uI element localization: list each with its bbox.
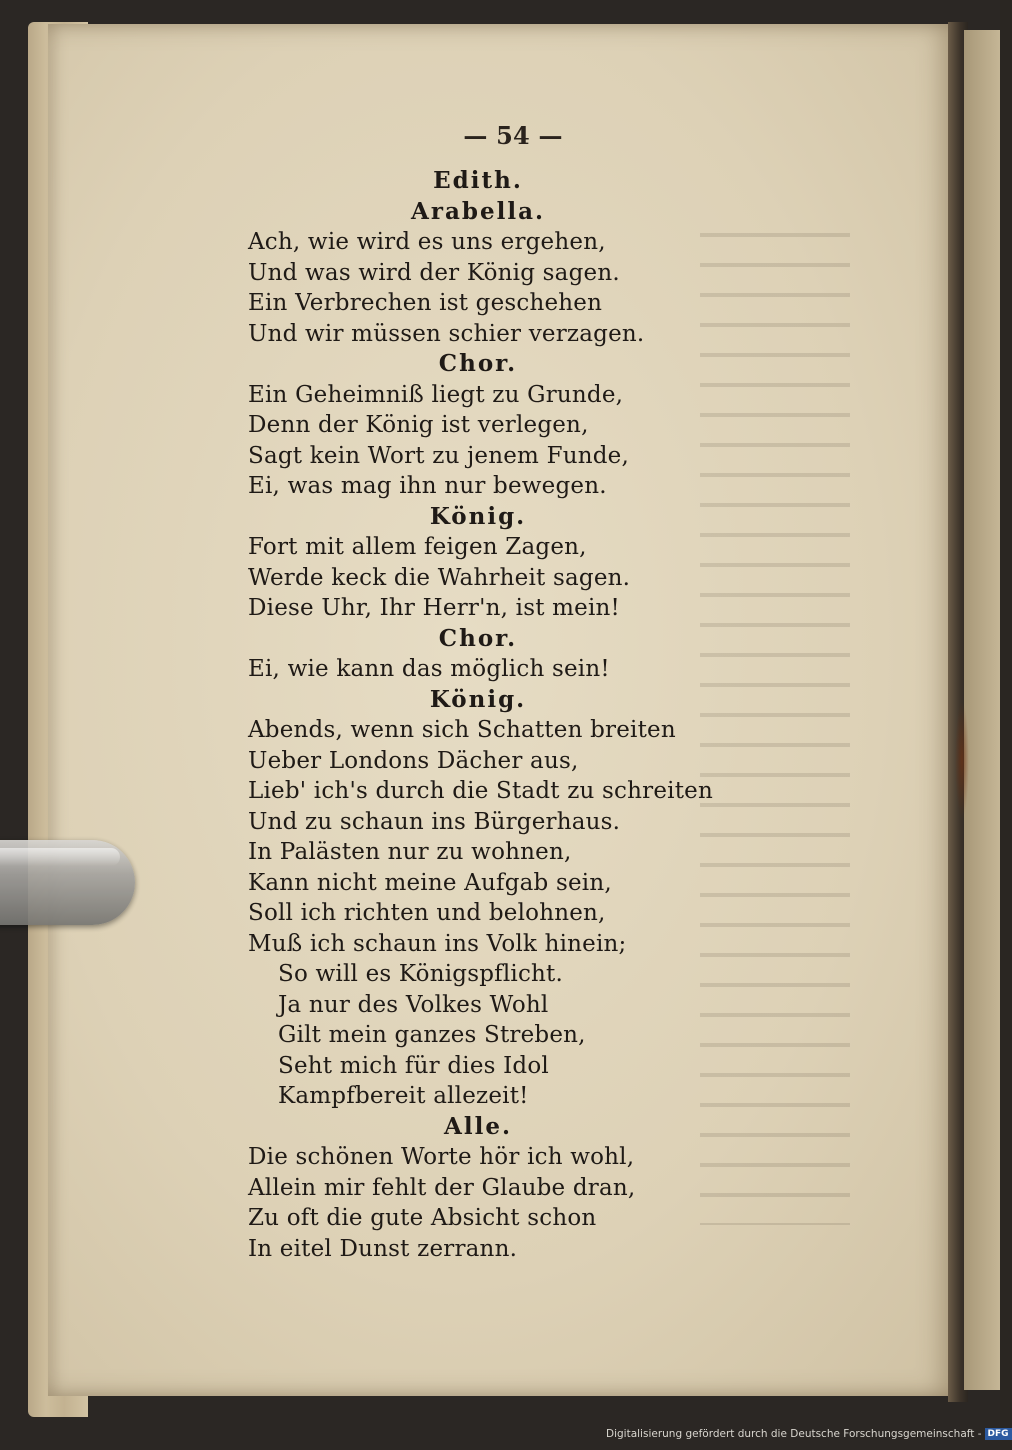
verse-line-indented: Kampfbereit allezeit! [278,1083,529,1109]
credit-text: Digitalisierung gefördert durch die Deutsche Forschungsgemeinschaft - [606,1428,982,1440]
verse-line: Ei, was mag ihn nur bewegen. [248,473,607,499]
speaker-heading: Alle. [444,1112,512,1140]
verse-line: Ein Geheimniß liegt zu Grunde, [248,381,624,408]
verse-line-indented: So will es Königspflicht. [278,961,564,987]
dfg-logo: DFG [985,1428,1012,1440]
digitization-credit [606,1428,1012,1440]
verse-line: Kann nicht meine Aufgab sein, [248,869,612,896]
verse-line: Die schönen Worte hör ich wohl, [248,1144,635,1170]
verse-line: Zu oft die gute Absicht schon [248,1205,597,1231]
verse-line: Und wir müssen schier verzagen. [248,320,645,347]
page-text [248,112,718,1264]
bleed-through-text [700,215,850,1225]
verse-line: Diese Uhr, Ihr Herr'n, ist mein! [248,595,620,621]
adjacent-page [964,30,1000,1390]
verse-line: Ach, wie wird es uns ergehen, [248,229,606,255]
verse-line: Denn der König ist verlegen, [248,412,589,438]
verse-line: Allein mir fehlt der Glaube dran, [248,1174,636,1201]
speaker-heading: Edith. Arabella. [411,167,545,225]
verse-line: Werde keck die Wahrheit sagen. [248,564,631,591]
verse-line: In Palästen nur zu wohnen, [248,839,572,865]
page-stain [955,700,969,820]
verse-line: Soll ich richten und belohnen, [248,900,606,926]
verse-line: Ei, wie kann das möglich sein! [248,656,610,682]
verse-line: Lieb' ich's durch die Stadt zu schreiten [248,778,713,804]
speaker-heading: König. [429,502,527,530]
verse-line: Muß ich schaun ins Volk hinein; [248,930,627,957]
verse-line: Abends, wenn sich Schatten breiten [248,717,676,743]
verse-line-indented: Gilt mein ganzes Streben, [278,1022,586,1048]
verse-line: Und was wird der König sagen. [248,259,620,286]
speaker-heading: Chor. [438,624,518,652]
verse-line: In eitel Dunst zerrann. [248,1235,518,1262]
verse-line: Fort mit allem feigen Zagen, [248,534,587,560]
verse-line: Und zu schaun ins Bürgerhaus. [248,808,621,835]
verse-line-indented: Seht mich für dies Idol [278,1052,549,1079]
speaker-heading: Chor. [438,350,518,377]
scanner-clip-highlight [0,848,120,866]
verse-line-indented: Ja nur des Volkes Wohl [278,991,549,1018]
verse-line: Ueber Londons Dächer aus, [248,747,579,774]
verse-line: Ein Verbrechen ist geschehen [248,290,603,316]
verse-line: Sagt kein Wort zu jenem Funde, [248,442,630,469]
page-number: — 54 — [463,121,563,150]
speaker-heading: König. [429,685,527,713]
